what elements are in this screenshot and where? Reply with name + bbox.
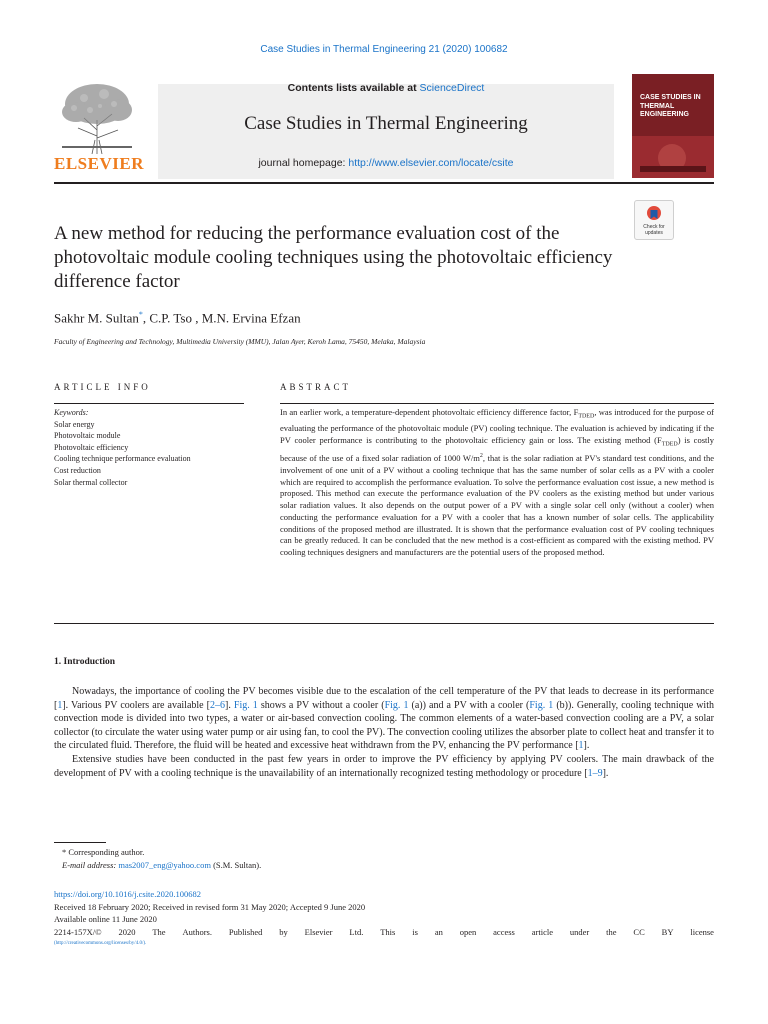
license-word: Elsevier <box>304 926 333 937</box>
abstract-superscript: 2 <box>479 453 483 460</box>
bookmark-icon <box>646 205 662 223</box>
article-title: A new method for reducing the performance evaluation cost of the photovoltaic module cooling techniques using the photovoltaic efficiency difference factor <box>54 223 613 292</box>
citation-link[interactable]: Fig. 1 <box>233 699 258 711</box>
license-word: Ltd. <box>349 926 364 937</box>
citation-link[interactable]: Fig. 1 <box>384 699 409 711</box>
sciencedirect-link[interactable]: ScienceDirect <box>419 82 485 94</box>
license-word: open <box>459 926 477 937</box>
license-word: the <box>606 926 617 937</box>
license-word: under <box>569 926 590 937</box>
keywords-block <box>54 407 254 488</box>
paragraph-text: ]. Various PV coolers are available [ <box>62 699 210 711</box>
abstract-heading: ABSTRACT <box>280 382 352 392</box>
email-label: E-mail address: <box>62 859 117 870</box>
license-statement <box>54 926 714 939</box>
elsevier-wordmark: ELSEVIER <box>54 154 144 173</box>
abstract-end-rule <box>54 623 714 624</box>
license-word: 2020 <box>118 926 136 937</box>
license-word: This <box>380 926 396 937</box>
article-info-rule <box>54 403 244 404</box>
homepage-link[interactable]: http://www.elsevier.com/locate/csite <box>348 157 514 169</box>
paragraph-text: ]. <box>583 740 590 752</box>
check-updates-label: Check for updates <box>643 224 665 236</box>
paragraph-text: shows a PV without a cooler ( <box>257 699 385 711</box>
contents-line <box>158 82 614 94</box>
journal-cover-image[interactable] <box>632 74 714 178</box>
abstract-subscript: TDED <box>661 441 678 448</box>
abstract-subscript: TDED <box>578 413 595 420</box>
keyword-item: Photovoltaic module <box>54 431 121 441</box>
corresponding-author-note: Corresponding author. <box>68 847 145 857</box>
available-online: Available online 11 June 2020 <box>54 914 157 924</box>
journal-homepage <box>158 157 614 169</box>
license-word: by <box>279 926 288 937</box>
paragraph-text: Nowadays, the importance of cooling the PV becomes visible due to the escalation of the cell temperature of the PV that leads to decrease in its performance [ <box>54 686 714 711</box>
abstract-part: In an earlier work, a temperature-dependent photovoltaic efficiency difference factor, F <box>280 407 579 417</box>
license-link[interactable]: (http://creativecommons.org/licenses/by/4.0/). <box>54 941 147 946</box>
header-rule <box>54 182 714 184</box>
paragraph <box>54 685 714 753</box>
cover-title: CASE STUDIES IN THERMAL ENGINEERING <box>640 94 701 118</box>
footnote-mark: * <box>62 847 67 857</box>
author-others: , C.P. Tso , M.N. Ervina Efzan <box>142 310 301 326</box>
keyword-item: Photovoltaic efficiency <box>54 442 129 452</box>
citation-link[interactable]: 1 <box>57 699 63 711</box>
contents-prefix: Contents lists available at <box>287 82 420 94</box>
homepage-prefix: journal homepage: <box>258 157 349 169</box>
license-word: article <box>531 926 553 937</box>
paragraph <box>54 753 714 780</box>
introduction-body <box>54 685 714 780</box>
license-word: Authors. <box>182 926 212 937</box>
license-word: Published <box>228 926 263 937</box>
license-word: 2214-157X/© <box>54 926 102 937</box>
license-word: access <box>493 926 515 937</box>
keywords-label: Keywords: <box>54 408 89 417</box>
paragraph-text: (b)). Generally, cooling technique with convection mode is divided into two types, a water or air-based convection cooling. The common elements of a water-based convection cooling are a PV, a solar collector (to circulate the water using water pump or air using fan, to cool the PV). The convection cooling utilizes the absorber plate to collect heat and transfer it to the circulated fluid. Therefore, the fluid will be heated and excessive heat withdrawn from the PV, enhancing the PV performance [ <box>54 699 714 752</box>
check-for-updates-button[interactable] <box>634 200 674 240</box>
footnote-rule <box>54 842 106 843</box>
journal-title: Case Studies in Thermal Engineering <box>244 113 528 134</box>
email-link[interactable]: mas2007_eng@yahoo.com <box>118 859 211 870</box>
abstract-text <box>280 407 714 559</box>
journal-reference[interactable]: Case Studies in Thermal Engineering 21 (2020) 100682 <box>260 44 508 55</box>
footnote <box>54 846 261 871</box>
keyword-item: Solar thermal collector <box>54 477 128 487</box>
article-info-heading: ARTICLE INFO <box>54 382 151 392</box>
abstract-part: , was introduced for the purpose of evaluating the performance of the photovoltaic module (PV) cooling technique. The evaluation is achieved by indicating if the PV cooler performance is contributing to the photovoltaic efficiency gain or loss. The existing method (F <box>280 407 715 446</box>
abstract-rule <box>280 403 714 404</box>
publication-info <box>54 888 714 951</box>
cover-artwork-icon <box>632 136 714 178</box>
keyword-item: Solar energy <box>54 419 95 429</box>
paragraph-text: ]. <box>225 699 234 711</box>
abstract-part: , that is the solar radiation at PV's standard test conditions, and the involvement of one unit of a PV without a cooling technique that has the same number of solar cells as a PV with a cooler which are required to accomplish the performance evaluation. To solve the performance evaluation cost issue, a new method is proposed. This method can execute the performance evaluation of the PV coolers as the existing method but under various solar radiation values. It also depends on the output power of a PV with a single solar cell only (without a cooler) when conducting the performance evaluation for a PV with a cooler that has a known number of solar cells. The applicability conditions of the proposed method are illustrated. It is shown that the performance evaluation cost of PV cooling techniques can be greatly reduced. It can be concluded that the new method is a cost-efficient as compared with the existing method. PV cooling techniques designers and manufacturers are the potential users of the proposed method. <box>280 453 714 557</box>
section-heading-introduction: 1. Introduction <box>54 657 116 667</box>
citation-link[interactable]: 1 <box>578 740 584 752</box>
author-list <box>54 310 301 326</box>
citation-link[interactable]: 1–9 <box>587 767 603 779</box>
affiliation: Faculty of Engineering and Technology, Multimedia University (MMU), Jalan Ayer, Keroh Lama, 75450, Melaka, Malaysia <box>54 337 426 346</box>
doi-link[interactable]: https://doi.org/10.1016/j.csite.2020.100682 <box>54 889 201 899</box>
citation-link[interactable]: 2–6 <box>210 699 225 711</box>
author-sultan[interactable]: Sakhr M. Sultan <box>54 310 139 326</box>
license-word: The <box>152 926 166 937</box>
paragraph-text: (a)) and a PV with a cooler ( <box>408 699 530 711</box>
license-word: an <box>434 926 443 937</box>
paragraph-text: ]. <box>602 767 609 779</box>
license-word: license <box>690 926 714 937</box>
license-word: CC <box>633 926 645 937</box>
corresponding-author-mark[interactable]: * <box>138 310 143 319</box>
license-word: is <box>412 926 418 937</box>
citation-link[interactable]: Fig. 1 <box>529 699 554 711</box>
keyword-item: Cooling technique performance evaluation <box>54 454 191 464</box>
email-suffix: (S.M. Sultan). <box>210 859 262 870</box>
license-word: BY <box>661 926 674 937</box>
keyword-item: Cost reduction <box>54 465 101 475</box>
abstract-part: ) is costly because of the use of a fixed solar radiation of 1000 W/m <box>280 435 714 464</box>
received-dates: Received 18 February 2020; Received in revised form 31 May 2020; Accepted 9 June 2020 <box>54 901 366 912</box>
paragraph-text: Extensive studies have been conducted in the past few years in order to improve the PV efficiency by applying PV coolers. The main drawback of the development of PV with a cooling technique is the unavailability of an internationally recognized testing methodology or procedure [ <box>54 753 714 779</box>
